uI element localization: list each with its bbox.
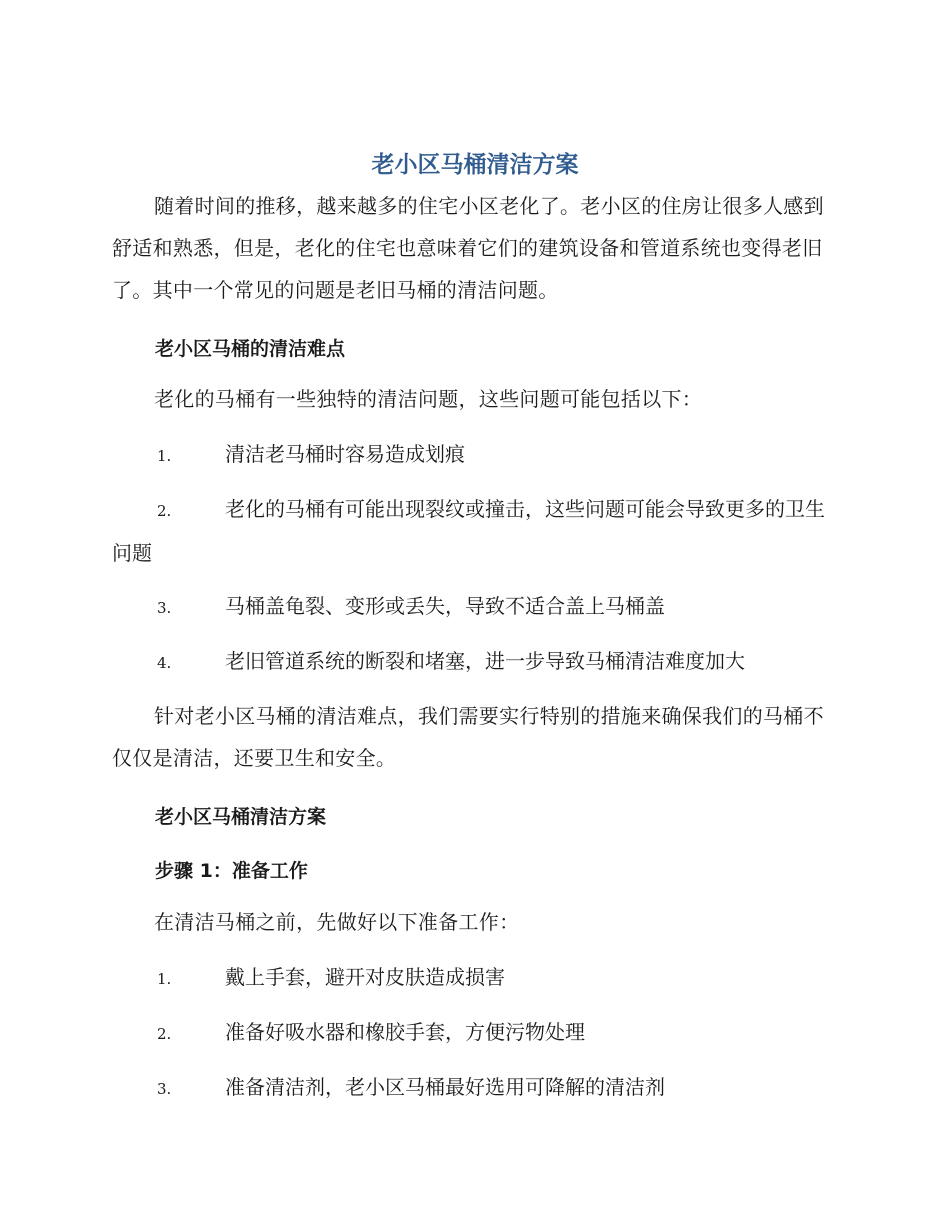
- list-text: 老旧管道系统的断裂和堵塞，进一步导致马桶清洁难度加大: [225, 649, 745, 673]
- list-number: 2.: [157, 1025, 172, 1043]
- list-number: 3.: [157, 1080, 172, 1098]
- list-text: 戴上手套，避开对皮肤造成损害: [225, 965, 505, 989]
- section-heading-difficulties: 老小区马桶的清洁难点: [155, 338, 346, 360]
- list-number: 1.: [157, 970, 172, 988]
- list-text: 清洁老马桶时容易造成划痕: [225, 442, 465, 466]
- list-text: 老化的马桶有可能出现裂纹或撞击，这些问题可能会导致更多的卫生问题: [112, 497, 825, 565]
- list-number: 4.: [157, 654, 172, 672]
- difficulties-lead: 老化的马桶有一些独特的清洁问题，这些问题可能包括以下：: [154, 387, 703, 411]
- list-text: 准备清洁剂，老小区马桶最好选用可降解的清洁剂: [225, 1075, 665, 1099]
- intro-paragraph: 随着时间的推移，越来越多的住宅小区老化了。老小区的住房让很多人感到舒适和熟悉，但是，老化的住宅也意味着它们的建筑设备和管道系统也变得老旧了。其中一个常见的问题是老旧马桶的清洁问题。: [112, 194, 824, 302]
- list-item: [112, 1066, 832, 1110]
- list-item: [112, 640, 832, 684]
- document-title: 老小区马桶清洁方案: [371, 152, 579, 178]
- list-text: 准备好吸水器和橡胶手套，方便污物处理: [225, 1020, 585, 1044]
- preparation-lead: 在清洁马桶之前，先做好以下准备工作：: [154, 910, 520, 934]
- list-number: 2.: [157, 502, 172, 520]
- list-item: [112, 433, 832, 477]
- difficulties-conclusion: 针对老小区马桶的清洁难点，我们需要实行特别的措施来确保我们的马桶不仅仅是清洁，还要卫生和安全。: [112, 704, 824, 770]
- step-heading: 步骤 1：准备工作: [155, 860, 308, 882]
- section-heading-plan: 老小区马桶清洁方案: [155, 806, 327, 828]
- list-number: 1.: [157, 447, 172, 465]
- list-text: 马桶盖龟裂、变形或丢失，导致不适合盖上马桶盖: [225, 594, 665, 618]
- list-item: [112, 1011, 832, 1055]
- list-item: [112, 585, 832, 629]
- list-number: 3.: [157, 599, 172, 617]
- list-item: [112, 488, 832, 574]
- list-item: [112, 956, 832, 1000]
